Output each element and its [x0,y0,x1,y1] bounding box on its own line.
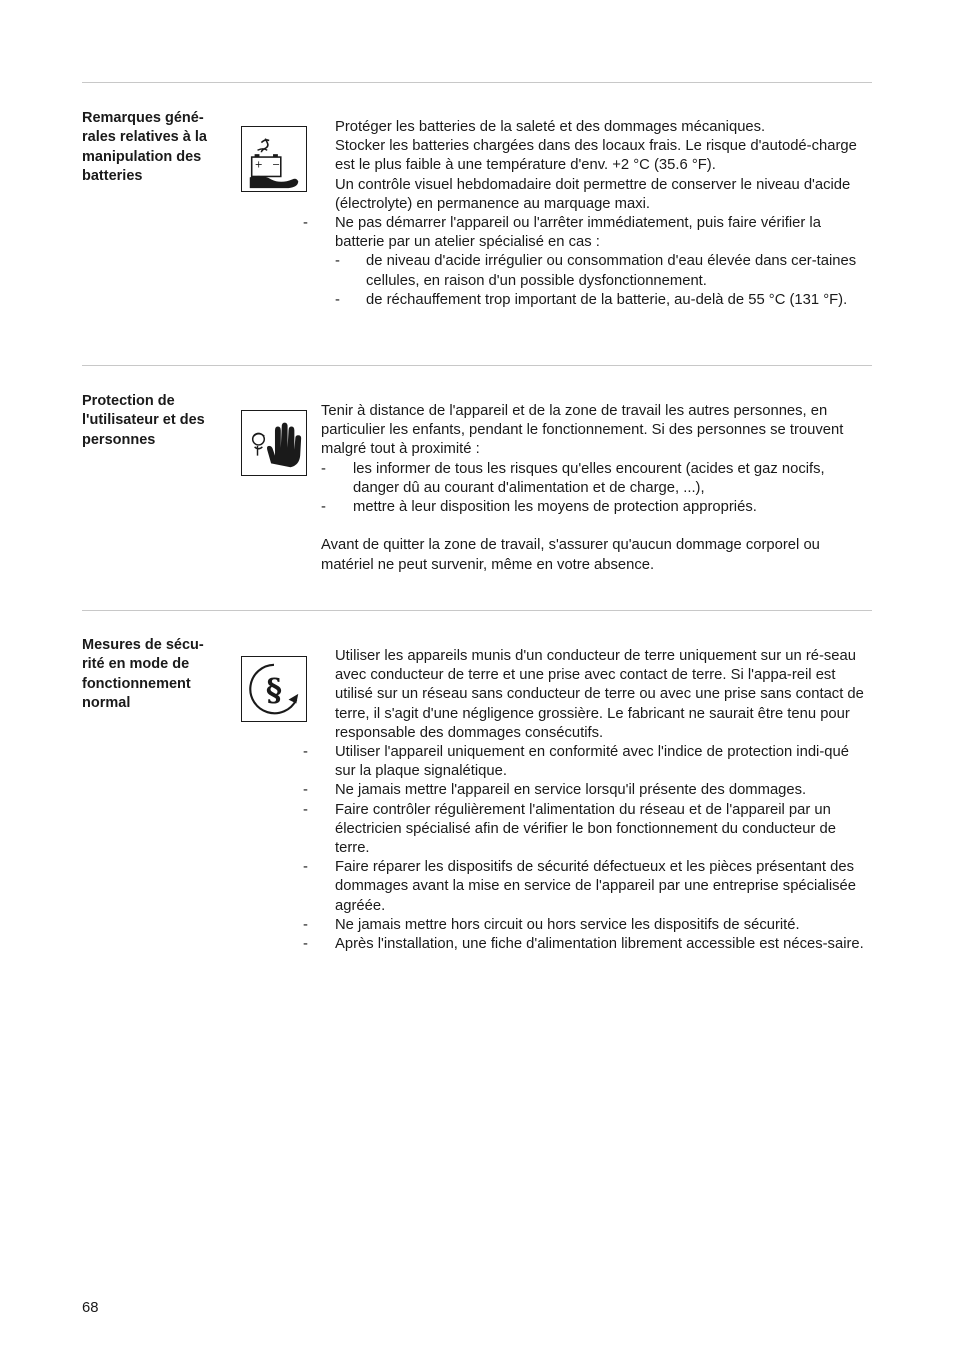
list-item-text: Faire contrôler régulièrement l'alimentation du réseau et de l'appareil par un électricien spécialisé afin de vérifier le bon fonctionnement du conducteur de terre. [335,801,836,857]
svg-text:−: − [272,159,281,171]
section-title-text: Remarques géné- rales relatives à la manipulation des batteries [82,110,207,185]
section-body-normal-operation [303,647,869,954]
paragraph: Stocker les batteries chargées dans des locaux frais. Le risque d'autodé-charge est le plus faible à une température d'env. +2 °C (35.6 °F). [335,138,857,174]
list-item-text: Faire réparer les dispositifs de sécurité défectueux et les pièces présentant des dommages avant la mise en service de l'appareil par une entreprise spécialisée agréée. [335,859,856,914]
section-body-user-protection [321,402,869,575]
list-item-text: Ne jamais mettre l'appareil en service lorsqu'il présente des dommages. [335,782,807,799]
section-body-battery-handling [303,118,869,310]
section-title-user-protection [82,392,222,450]
section-divider-2 [82,365,872,366]
section-sign-regulation-icon [241,656,307,722]
list-dash: - [303,744,308,761]
list-item [303,858,869,916]
list-item [303,781,869,800]
list-item [303,916,869,935]
stop-hand-person-icon [241,410,307,476]
list-dash: - [303,782,308,799]
paragraph: Utiliser les appareils munis d'un conducteur de terre uniquement sur un ré-seau avec conducteur de terre et une prise avec contact de terre. Si l'appa-reil est utilisé sur un réseau sans conducteur de terre ou avec une prise sans contact de terre, il s'agit d'une négligence grossière. Le fabricant ne saurait être tenu pour responsable des dommages consécutifs. [335,648,864,741]
list-item [303,214,869,252]
list-dash: - [321,499,326,516]
section-title-text: Mesures de sécu- rité en mode de fonctionnement normal [82,637,204,712]
section-title-normal-operation [82,636,222,714]
list-dash: - [303,859,308,876]
paragraph: Protéger les batteries de la saleté et des dommages mécaniques. [335,119,766,135]
paragraph: Un contrôle visuel hebdomadaire doit permettre de conserver le niveau d'acide (électrolyte) en permanence au marquage maxi. [335,176,851,212]
list-dash: - [303,916,308,933]
list-item-text: les informer de tous les risques qu'elles encourent (acides et gaz nocifs, danger dû au courant d'alimentation et de charge, ...), [353,460,825,496]
page-number: 68 [82,1300,99,1316]
list-dash: - [335,291,340,308]
list-item [303,935,869,954]
paragraph: Tenir à distance de l'appareil et de la zone de travail les autres personnes, en particulier les enfants, pendant le fonctionnement. Si des personnes se trouvent malgré tout à proximité : [321,403,844,458]
sub-list-item [335,252,869,290]
section-title-text: Protection de l'utilisateur et des personnes [82,393,205,448]
section-divider-top [82,82,872,83]
paragraph: Avant de quitter la zone de travail, s'assurer qu'aucun dommage corporel ou matériel ne peut survenir, même en votre absence. [321,537,820,573]
list-item-text: Ne jamais mettre hors circuit ou hors service les dispositifs de sécurité. [335,916,800,933]
section-title-battery-handling [82,109,222,187]
list-dash: - [303,801,308,818]
list-item [321,498,869,517]
battery-care-icon [241,126,307,192]
list-dash: - [335,253,340,270]
list-dash: - [303,215,308,232]
list-dash: - [303,936,308,953]
svg-text:+: + [254,159,263,171]
list-item-text: mettre à leur disposition les moyens de protection appropriés. [353,499,757,516]
list-item-text: de niveau d'acide irrégulier ou consommation d'eau élevée dans cer-taines cellules, en raison d'un possible dysfonctionnement. [366,253,857,289]
list-item [321,460,869,498]
list-item-text: de réchauffement trop important de la batterie, au-delà de 55 °C (131 °F). [366,291,848,308]
list-item [303,801,869,859]
list-item-text: Après l'installation, une fiche d'alimentation librement accessible est néces-saire. [335,936,864,953]
sub-list-item [335,291,869,310]
list-item [303,743,869,781]
section-divider-3 [82,610,872,611]
list-item-text: Utiliser l'appareil uniquement en conformité avec l'indice de protection indi-qué sur la plaque signalétique. [335,744,849,780]
list-dash: - [321,460,326,477]
svg-text:§: § [265,672,283,709]
list-item-text: Ne pas démarrer l'appareil ou l'arrêter immédiatement, puis faire vérifier la batterie par un atelier spécialisé en cas : [335,215,821,251]
